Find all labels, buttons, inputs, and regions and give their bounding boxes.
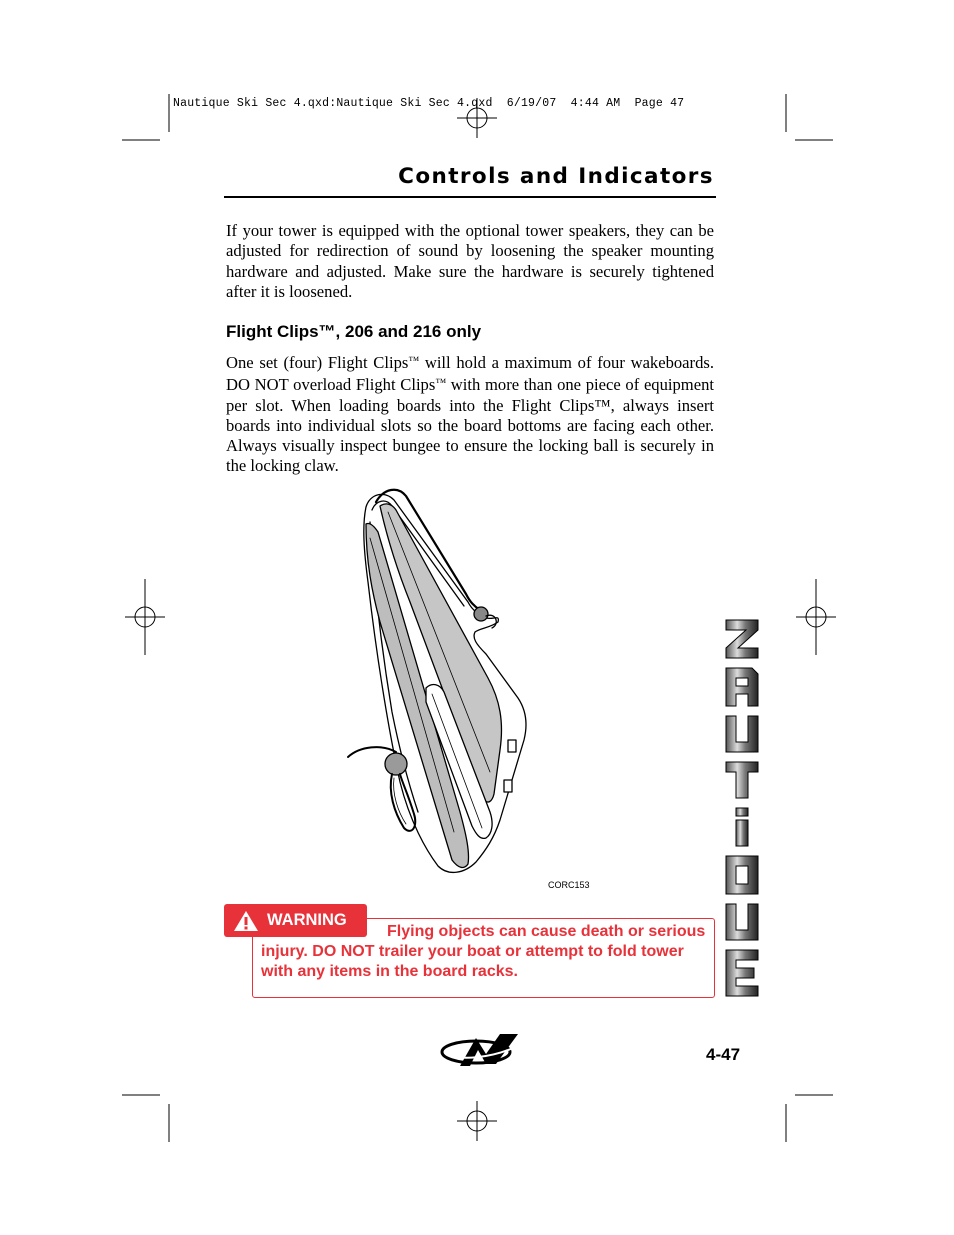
print-slug-line: Nautique Ski Sec 4.qxd:Nautique Ski Sec 4.qxd 6/19/07 4:44 AM Page 47: [173, 97, 685, 110]
nautique-vertical-wordmark-icon: [722, 618, 762, 1014]
page-number: 4-47: [706, 1045, 741, 1064]
tower-speakers-paragraph: If your tower is equipped with the optional tower speakers, they can be adjusted for redirection of sound by loosening the speaker mounting hardware and adjusted. Make sure the hardware is securely tightened after it is loosened.: [226, 221, 714, 301]
flight-clips-illustration: [340, 482, 570, 882]
nautique-logo-icon: [438, 1030, 528, 1070]
flight-clips-paragraph: One set (four) Flight Clips™ will hold a maximum of four wakeboards. DO NOT overload Flight Clips™ with more than one piece of equipment per slot. When loading boards into the Flight Clips™, always insert boards into individual slots so the board bottoms are facing each other. Always visually inspect bungee to ensure the locking ball is securely in the locking claw.: [226, 353, 714, 476]
title-underline: [224, 196, 716, 198]
figure-code: CORC153: [548, 880, 590, 890]
warning-label: WARNING: [267, 911, 347, 929]
warning-text: Flying objects can cause death or serious injury. DO NOT trailer your boat or attempt to fold tower with any items in the board racks.: [261, 923, 706, 981]
flight-clips-heading: Flight Clips™, 206 and 216 only: [226, 322, 482, 341]
warning-triangle-icon: [232, 909, 260, 933]
section-title: Controls and Indicators: [398, 164, 714, 189]
